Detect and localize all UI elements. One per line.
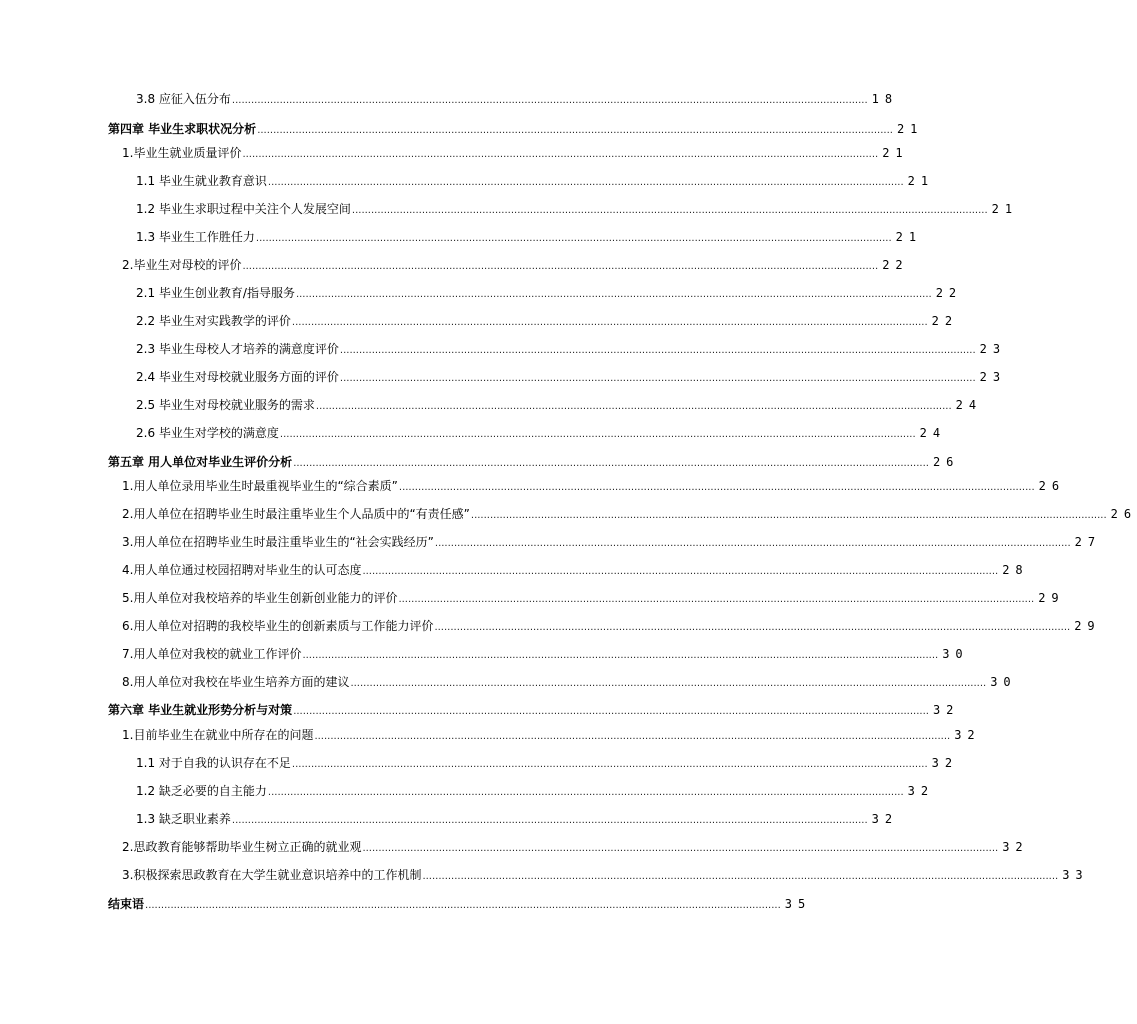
toc-entry-page: 33 [1062,868,1089,882]
toc-leader-dots: ........................................................................................................................................................................................................ [231,815,868,826]
toc-entry[interactable] [108,454,960,472]
toc-entry-title: 1.3 毕业生工作胜任力 [136,230,255,244]
toc-entry-page: 18 [871,92,899,106]
toc-entry-page: 21 [991,202,1019,216]
toc-entry[interactable] [136,783,935,801]
toc-entry-title: 2.2 毕业生对实践教学的评价 [136,314,291,328]
toc-entry-page: 30 [990,675,1017,689]
toc-entry[interactable] [122,839,1029,857]
toc-entry-title: 3.8 应征入伍分布 [136,92,231,106]
toc-entry-page: 27 [1074,535,1102,549]
toc-leader-dots: ........................................................................................................................................................................................................ [145,900,781,911]
toc-leader-dots: ........................................................................................................................................................................................................ [434,622,1071,633]
toc-entry-page: 32 [1002,840,1029,854]
toc-leader-dots: ........................................................................................................................................................................................................ [362,843,999,854]
toc-entry-title: 2.3 毕业生母校人才培养的满意度评价 [136,342,339,356]
toc-entry-page: 21 [882,146,909,160]
toc-entry[interactable] [136,341,1007,359]
toc-leader-dots: ........................................................................................................................................................................................................ [267,177,904,188]
toc-leader-dots: ........................................................................................................................................................................................................ [434,538,1071,549]
toc-entry-page: 32 [932,703,960,717]
toc-entry[interactable] [122,145,909,163]
toc-entry-page: 32 [954,728,981,742]
toc-entry-page: 23 [979,342,1007,356]
toc-entry-title: 1.2 缺乏必要的自主能力 [136,784,267,798]
toc-leader-dots: ........................................................................................................................................................................................................ [293,706,929,717]
toc-entry-page: 22 [935,286,963,300]
toc-entry-title: 1.1 毕业生就业教育意识 [136,174,267,188]
toc-entry[interactable] [108,702,960,720]
toc-entry-page: 29 [1074,619,1101,633]
toc-entry-title: 第五章 用人单位对毕业生评价分析 [108,455,293,469]
toc-entry[interactable] [122,506,1137,524]
toc-entry[interactable] [122,727,981,745]
toc-leader-dots: ........................................................................................................................................................................................................ [398,594,1035,605]
toc-leader-dots: ........................................................................................................................................................................................................ [291,759,928,770]
toc-leader-dots: ........................................................................................................................................................................................................ [398,482,1035,493]
toc-entry-title: 7.用人单位对我校的就业工作评价 [122,647,302,661]
toc-leader-dots: ........................................................................................................................................................................................................ [422,871,1059,882]
toc-entry-title: 2.5 毕业生对母校就业服务的需求 [136,398,315,412]
toc-entry[interactable] [122,562,1029,580]
toc-entry-page: 24 [955,398,983,412]
toc-leader-dots: ........................................................................................................................................................................................................ [279,429,916,440]
toc-entry[interactable] [122,646,969,664]
toc-entry[interactable] [136,811,899,829]
toc-entry-page: 21 [896,122,924,136]
toc-entry-title: 6.用人单位对招聘的我校毕业生的创新素质与工作能力评价 [122,619,434,633]
toc-entry-page: 23 [979,370,1007,384]
toc-leader-dots: ........................................................................................................................................................................................................ [362,566,999,577]
toc-entry-title: 2.思政教育能够帮助毕业生树立正确的就业观 [122,840,362,854]
toc-entry[interactable] [122,478,1066,496]
toc-entry-page: 29 [1038,591,1065,605]
toc-entry-page: 21 [895,230,923,244]
toc-entry-page: 28 [1002,563,1029,577]
toc-entry-title: 1.3 缺乏职业素养 [136,812,231,826]
toc-entry[interactable] [122,674,1017,692]
toc-leader-dots: ........................................................................................................................................................................................................ [302,650,939,661]
toc-entry-title: 2.6 毕业生对学校的满意度 [136,426,279,440]
toc-entry-page: 32 [871,812,899,826]
toc-entry-title: 1.2 毕业生求职过程中关注个人发展空间 [136,202,351,216]
toc-entry-page: 26 [1038,479,1066,493]
toc-entry[interactable] [108,121,924,139]
toc-entry-title: 2.4 毕业生对母校就业服务方面的评价 [136,370,339,384]
toc-entry-title: 第六章 毕业生就业形势分析与对策 [108,703,293,717]
toc-leader-dots: ........................................................................................................................................................................................................ [339,373,976,384]
toc-entry-page: 26 [932,455,960,469]
toc-entry-title: 2.1 毕业生创业教育/指导服务 [136,286,295,300]
toc-entry-title: 5.用人单位对我校培养的毕业生创新创业能力的评价 [122,591,398,605]
toc-entry-title: 3.积极探索思政教育在大学生就业意识培养中的工作机制 [122,868,422,882]
toc-entry[interactable] [108,896,812,914]
toc-entry[interactable] [136,91,899,109]
toc-entry[interactable] [136,313,959,331]
toc-leader-dots: ........................................................................................................................................................................................................ [231,95,868,106]
toc-entry-title: 1.用人单位录用毕业生时最重视毕业生的“综合素质” [122,479,398,493]
toc-leader-dots: ........................................................................................................................................................................................................ [470,510,1107,521]
toc-entry-title: 3.用人单位在招聘毕业生时最注重毕业生的“社会实践经历” [122,535,434,549]
toc-leader-dots: ........................................................................................................................................................................................................ [291,317,928,328]
toc-entry-title: 结束语 [108,897,145,911]
toc-entry[interactable] [136,369,1007,387]
toc-leader-dots: ........................................................................................................................................................................................................ [295,289,932,300]
toc-entry-page: 22 [931,314,959,328]
toc-entry-title: 1.1 对于自我的认识存在不足 [136,756,291,770]
toc-leader-dots: ........................................................................................................................................................................................................ [257,125,893,136]
toc-entry-page: 30 [942,647,969,661]
toc-entry[interactable] [122,590,1065,608]
toc-leader-dots: ........................................................................................................................................................................................................ [242,261,879,272]
toc-entry[interactable] [122,618,1101,636]
toc-leader-dots: ........................................................................................................................................................................................................ [314,731,951,742]
toc-entry[interactable] [136,397,983,415]
toc-leader-dots: ........................................................................................................................................................................................................ [293,458,929,469]
toc-entry[interactable] [122,257,909,275]
toc-entry[interactable] [122,867,1089,885]
toc-leader-dots: ........................................................................................................................................................................................................ [339,345,976,356]
toc-entry-title: 8.用人单位对我校在毕业生培养方面的建议 [122,675,350,689]
toc-entry-page: 32 [931,756,959,770]
toc-leader-dots: ........................................................................................................................................................................................................ [255,233,892,244]
toc-leader-dots: ........................................................................................................................................................................................................ [315,401,952,412]
toc-entry[interactable] [136,229,923,247]
toc-entry-page: 26 [1110,507,1137,521]
toc-entry-title: 4.用人单位通过校园招聘对毕业生的认可态度 [122,563,362,577]
toc-entry[interactable] [122,534,1102,552]
toc-entry-page: 22 [882,258,909,272]
toc-entry-title: 1.毕业生就业质量评价 [122,146,242,160]
toc-entry-page: 24 [919,426,947,440]
toc-entry-page: 32 [907,784,935,798]
toc-entry[interactable] [136,425,947,443]
toc-entry[interactable] [136,173,935,191]
toc-leader-dots: ........................................................................................................................................................................................................ [242,149,879,160]
toc-entry-page: 35 [784,897,812,911]
toc-entry-title: 2.毕业生对母校的评价 [122,258,242,272]
toc-leader-dots: ........................................................................................................................................................................................................ [267,787,904,798]
toc-entry[interactable] [136,285,963,303]
toc-entry-title: 第四章 毕业生求职状况分析 [108,122,257,136]
toc-entry-title: 1.目前毕业生在就业中所存在的问题 [122,728,314,742]
toc-leader-dots: ........................................................................................................................................................................................................ [351,205,988,216]
toc-entry-title: 2.用人单位在招聘毕业生时最注重毕业生个人品质中的“有责任感” [122,507,470,521]
toc-leader-dots: ........................................................................................................................................................................................................ [350,678,987,689]
toc-entry-page: 21 [907,174,935,188]
toc-entry[interactable] [136,201,1019,219]
toc-entry[interactable] [136,755,959,773]
